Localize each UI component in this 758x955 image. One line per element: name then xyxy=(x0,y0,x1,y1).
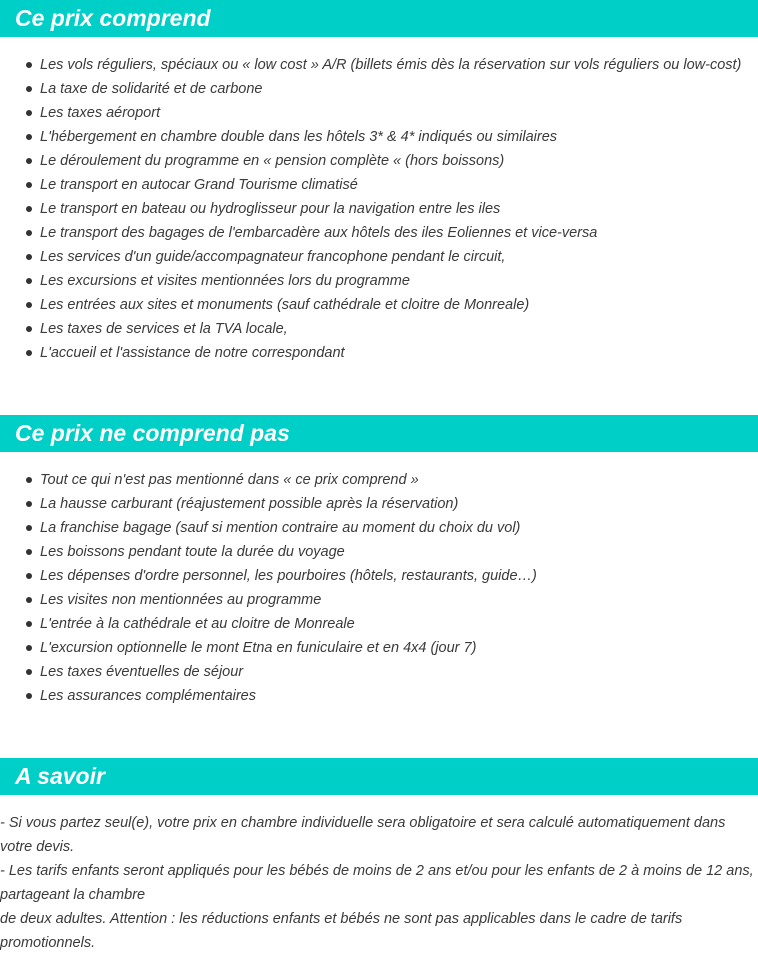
bullet-icon xyxy=(26,350,32,356)
list-item-text: Les taxes éventuelles de séjour xyxy=(40,664,244,680)
list-item-text: Le transport en bateau ou hydroglisseur pour la navigation entre les iles xyxy=(40,201,501,217)
list-item-text: Les taxes de services et la TVA locale, xyxy=(40,321,288,337)
bullet-icon xyxy=(26,278,32,284)
list-item-text: Les assurances complémentaires xyxy=(40,688,256,704)
list-item-text: La franchise bagage (sauf si mention contraire au moment du choix du vol) xyxy=(40,520,521,536)
list-item xyxy=(0,468,537,492)
list-item-text: L'accueil et l'assistance de notre correspondant xyxy=(40,345,345,361)
bullet-icon xyxy=(26,158,32,164)
list-item-text: Les taxes aéroport xyxy=(40,105,161,121)
bullet-icon xyxy=(26,501,32,507)
list-item-text: L'hébergement en chambre double dans les hôtels 3* & 4* indiqués ou similaires xyxy=(40,129,558,145)
list-item xyxy=(0,221,741,245)
bullet-icon xyxy=(26,693,32,699)
bullet-icon xyxy=(26,477,32,483)
list-item xyxy=(0,77,741,101)
list-item xyxy=(0,612,537,636)
list-item-text: Le transport en autocar Grand Tourisme climatisé xyxy=(40,177,358,193)
bullet-icon xyxy=(26,230,32,236)
list-item-text: Les vols réguliers, spéciaux ou « low cost » A/R (billets émis dès la réservation sur vols réguliers ou low-cost) xyxy=(40,57,742,73)
section-header-excluded xyxy=(0,415,758,452)
bullet-icon xyxy=(26,621,32,627)
list-item-text: La hausse carburant (réajustement possible après la réservation) xyxy=(40,496,459,512)
section-title-excluded: Ce prix ne comprend pas xyxy=(15,420,290,446)
list-item-text: Le déroulement du programme en « pension complète « (hors boissons) xyxy=(40,153,505,169)
section-title-info: A savoir xyxy=(15,763,105,789)
list-item xyxy=(0,341,741,365)
list-item-text: Les excursions et visites mentionnées lors du programme xyxy=(40,273,410,289)
bullet-icon xyxy=(26,86,32,92)
list-item-text: Les entrées aux sites et monuments (sauf cathédrale et cloitre de Monreale) xyxy=(40,297,530,313)
excluded-list xyxy=(0,468,537,708)
info-line: - Les tarifs enfants seront appliqués pour les bébés de moins de 2 ans et/ou pour les enfants de 2 à moins de 12 ans, partageant la chambre xyxy=(0,863,754,903)
list-item-text: L'entrée à la cathédrale et au cloitre de Monreale xyxy=(40,616,355,632)
section-title-included: Ce prix comprend xyxy=(15,5,211,31)
list-item xyxy=(0,125,741,149)
list-item xyxy=(0,173,741,197)
bullet-icon xyxy=(26,302,32,308)
bullet-icon xyxy=(26,326,32,332)
bullet-icon xyxy=(26,206,32,212)
bullet-icon xyxy=(26,597,32,603)
bullet-icon xyxy=(26,669,32,675)
list-item xyxy=(0,684,537,708)
list-item xyxy=(0,492,537,516)
list-item-text: L'excursion optionnelle le mont Etna en funiculaire et en 4x4 (jour 7) xyxy=(40,640,477,656)
list-item xyxy=(0,660,537,684)
list-item-text: Tout ce qui n'est pas mentionné dans « ce prix comprend » xyxy=(40,472,419,488)
included-list xyxy=(0,53,741,365)
list-item xyxy=(0,293,741,317)
list-item xyxy=(0,540,537,564)
list-item-text: Les services d'un guide/accompagnateur francophone pendant le circuit, xyxy=(40,249,506,265)
bullet-icon xyxy=(26,645,32,651)
bullet-icon xyxy=(26,525,32,531)
list-item xyxy=(0,269,741,293)
info-notes xyxy=(0,811,758,955)
list-item xyxy=(0,149,741,173)
list-item xyxy=(0,564,537,588)
bullet-icon xyxy=(26,110,32,116)
list-item-text: Les boissons pendant toute la durée du voyage xyxy=(40,544,345,560)
section-header-info xyxy=(0,758,758,795)
list-item xyxy=(0,588,537,612)
list-item xyxy=(0,245,741,269)
bullet-icon xyxy=(26,182,32,188)
info-line: de deux adultes. Attention : les réductions enfants et bébés ne sont pas applicables dans le cadre de tarifs promotionnels. xyxy=(0,911,683,951)
bullet-icon xyxy=(26,549,32,555)
list-item xyxy=(0,516,537,540)
bullet-icon xyxy=(26,62,32,68)
bullet-icon xyxy=(26,254,32,260)
list-item-text: Le transport des bagages de l'embarcadère aux hôtels des iles Eoliennes et vice-versa xyxy=(40,225,598,241)
list-item xyxy=(0,197,741,221)
bullet-icon xyxy=(26,134,32,140)
list-item xyxy=(0,53,741,77)
list-item xyxy=(0,636,537,660)
list-item-text: La taxe de solidarité et de carbone xyxy=(40,81,263,97)
list-item-text: Les visites non mentionnées au programme xyxy=(40,592,322,608)
bullet-icon xyxy=(26,573,32,579)
info-line: - Si vous partez seul(e), votre prix en chambre individuelle sera obligatoire et sera calculé automatiquement dans votre devis. xyxy=(0,815,726,855)
section-header-included xyxy=(0,0,758,37)
list-item-text: Les dépenses d'ordre personnel, les pourboires (hôtels, restaurants, guide…) xyxy=(40,568,537,584)
list-item xyxy=(0,317,741,341)
list-item xyxy=(0,101,741,125)
